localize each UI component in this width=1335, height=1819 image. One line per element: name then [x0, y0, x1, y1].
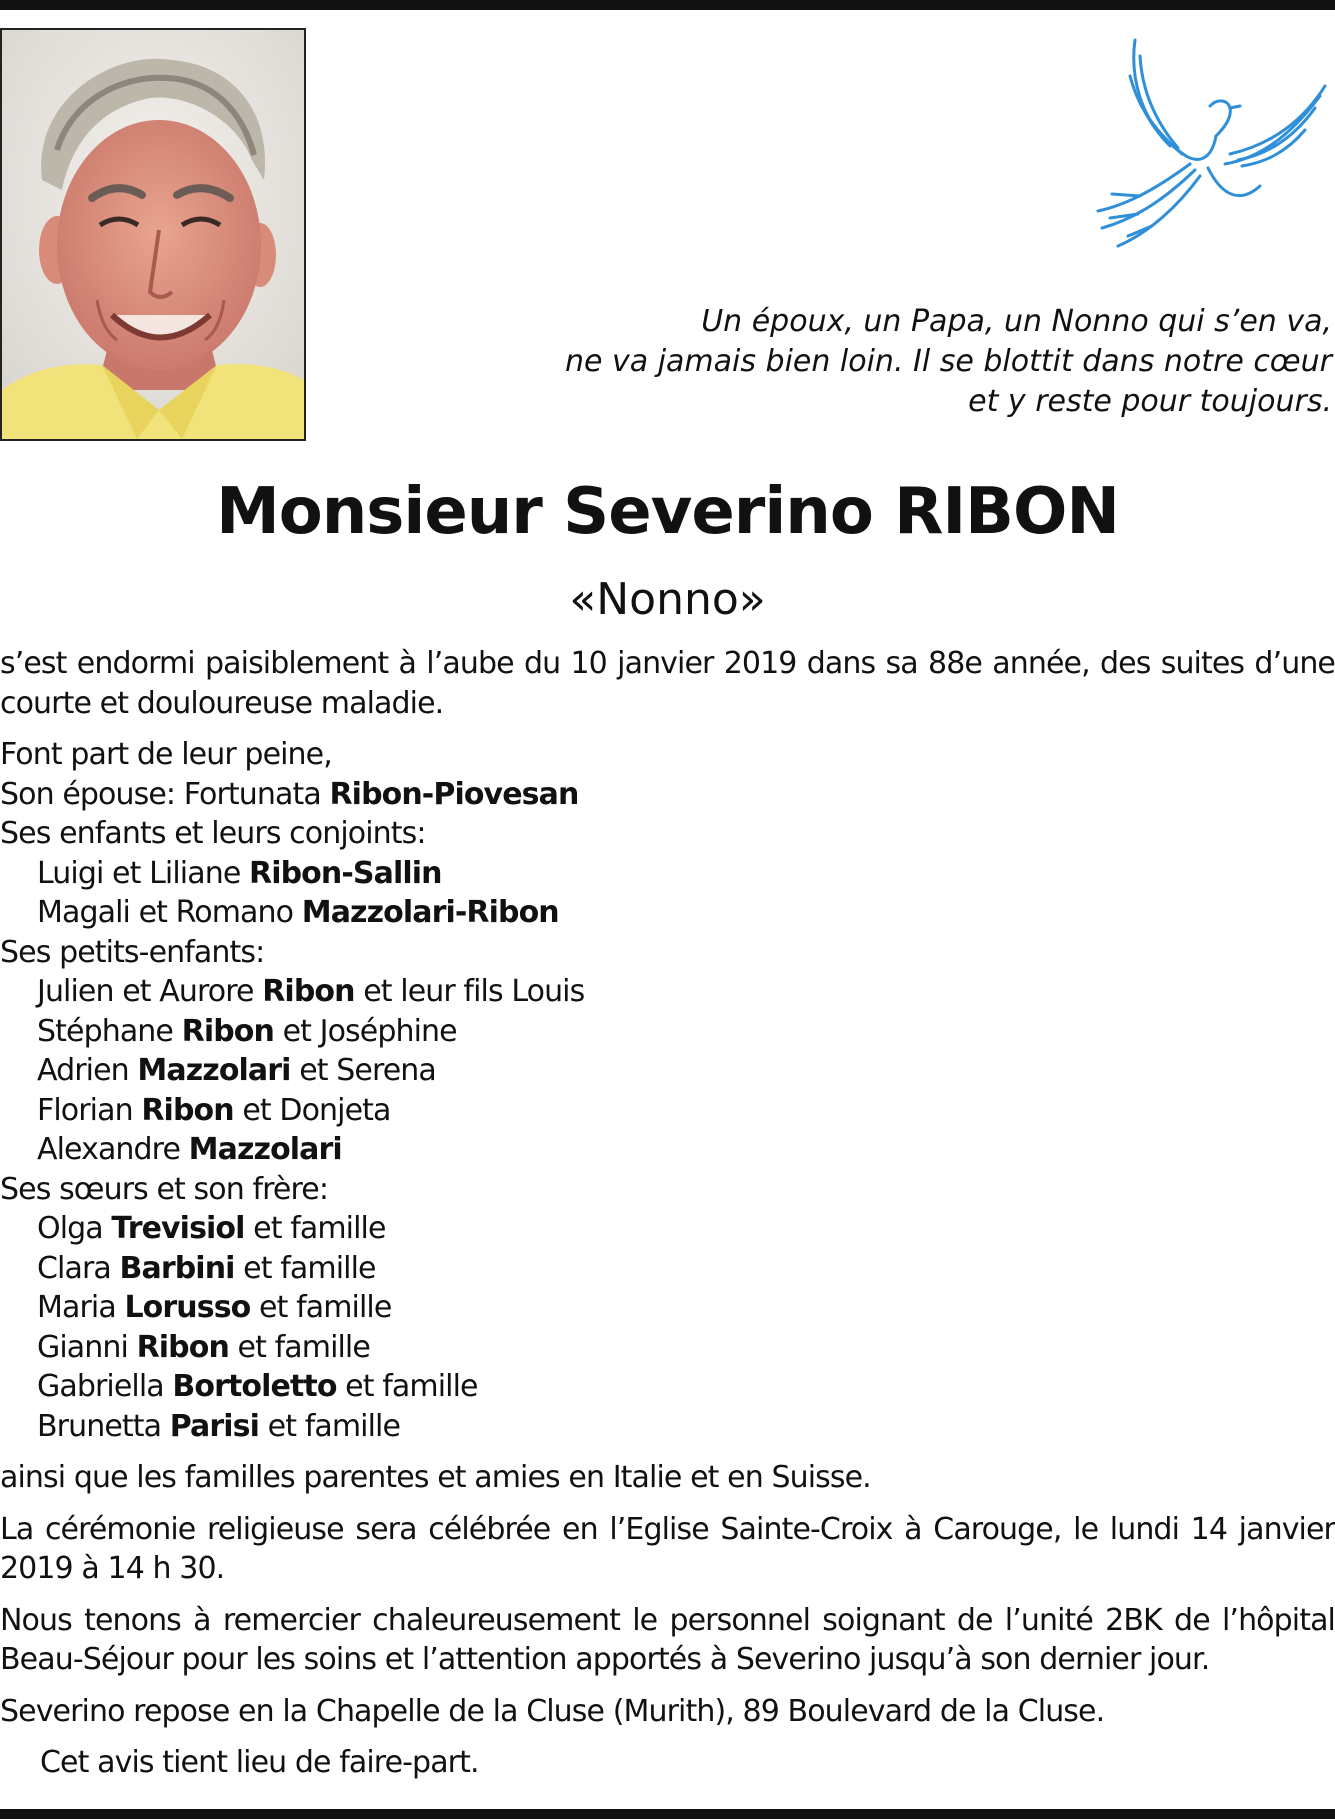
suffix: et famille — [250, 1290, 392, 1325]
surname: Ribon — [141, 1092, 234, 1128]
surname: Mazzolari — [137, 1053, 291, 1088]
quote-line: ne va jamais bien loin. Il se blottit dans notre cœur — [565, 344, 1332, 379]
spouse-line — [0, 775, 1335, 815]
suffix: et leur fils Louis — [354, 974, 585, 1009]
grandchild-line — [0, 972, 1335, 1012]
closing-line: Cet avis tient lieu de faire-part. — [40, 1745, 479, 1780]
grandchild-line — [0, 1130, 1335, 1170]
given-names: Brunetta — [37, 1408, 170, 1444]
siblings-heading: Ses sœurs et son frère: — [0, 1171, 329, 1207]
given-names: Magali et Romano — [37, 895, 302, 930]
dove-icon — [1090, 36, 1330, 266]
child-line — [0, 854, 1335, 894]
surname: Ribon — [136, 1329, 229, 1365]
surname: Barbini — [119, 1250, 235, 1286]
rest-paragraph: Severino repose en la Chapelle de la Cluse (Murith), 89 Boulevard de la Cluse. — [0, 1693, 1105, 1729]
intro-paragraph: s’est endormi paisiblement à l’aube du 10 janvier 2019 dans sa 88e année, des suites d’une courte et douloureuse maladie. — [0, 646, 1335, 721]
sibling-line — [0, 1367, 1335, 1407]
suffix: et famille — [228, 1329, 370, 1365]
surname: Ribon — [181, 1013, 274, 1049]
grandchild-line — [0, 1091, 1335, 1131]
announcement-body — [0, 644, 1335, 1795]
sibling-line — [0, 1209, 1335, 1249]
given-names: Alexandre — [37, 1132, 189, 1167]
portrait-photo — [0, 28, 306, 441]
sibling-line — [0, 1407, 1335, 1447]
sibling-line — [0, 1288, 1335, 1328]
thanks-paragraph: Nous tenons à remercier chaleureusement le personnel soignant de l’unité 2BK de l’hôpital Beau-Séjour pour les soins et l’attention apportés à Severino jusqu’à son dernier jour. — [0, 1602, 1335, 1677]
surname: Mazzolari — [188, 1132, 342, 1167]
suffix: et famille — [259, 1408, 401, 1444]
given-names: Luigi et Liliane — [37, 855, 250, 891]
given-names: Adrien — [37, 1053, 138, 1088]
relatives-paragraph: ainsi que les familles parentes et amies en Italie et en Suisse. — [0, 1460, 871, 1495]
suffix: et Serena — [290, 1053, 436, 1088]
ceremony-paragraph: La cérémonie religieuse sera célébrée en l’Eglise Sainte-Croix à Carouge, le lundi 14 janvier 2019 à 14 h 30. — [0, 1511, 1335, 1586]
deceased-nickname: «Nonno» — [569, 574, 766, 625]
top-rule — [0, 0, 1335, 10]
grandchild-line — [0, 1051, 1335, 1091]
surname: Lorusso — [124, 1290, 251, 1325]
child-line — [0, 893, 1335, 933]
spouse-label: Son épouse: Fortunata — [0, 776, 330, 812]
sibling-line — [0, 1328, 1335, 1368]
suffix: et Joséphine — [273, 1013, 457, 1049]
suffix: et famille — [336, 1369, 478, 1404]
given-names: Gianni — [37, 1329, 137, 1365]
surname: Ribon-Sallin — [249, 855, 442, 891]
grandchildren-heading: Ses petits-enfants: — [0, 934, 265, 970]
surname: Bortoletto — [172, 1369, 337, 1404]
given-names: Olga — [37, 1211, 112, 1246]
spouse-surname: Ribon-Piovesan — [329, 776, 579, 812]
surname: Parisi — [169, 1408, 259, 1444]
given-names: Maria — [37, 1290, 125, 1325]
given-names: Julien et Aurore — [37, 974, 263, 1009]
given-names: Clara — [37, 1250, 120, 1286]
quote-line: Un époux, un Papa, un Nonno qui s’en va, — [701, 304, 1332, 339]
family-list — [0, 735, 1335, 1446]
bottom-rule — [0, 1809, 1335, 1819]
sibling-line — [0, 1249, 1335, 1289]
suffix: et Donjeta — [233, 1092, 391, 1128]
given-names: Stéphane — [37, 1013, 182, 1049]
surname: Ribon — [262, 974, 355, 1009]
given-names: Florian — [37, 1092, 142, 1128]
deceased-name: Monsieur Severino RIBON — [216, 475, 1119, 549]
suffix: et famille — [244, 1211, 386, 1246]
surname: Trevisiol — [111, 1211, 245, 1246]
epitaph-quote — [512, 302, 1332, 422]
grandchild-line — [0, 1012, 1335, 1052]
family-heading: Font part de leur peine, — [0, 737, 332, 772]
suffix: et famille — [234, 1250, 376, 1286]
given-names: Gabriella — [37, 1369, 173, 1404]
children-heading: Ses enfants et leurs conjoints: — [0, 816, 426, 851]
quote-line: et y reste pour toujours. — [968, 384, 1332, 419]
surname: Mazzolari-Ribon — [301, 895, 559, 930]
